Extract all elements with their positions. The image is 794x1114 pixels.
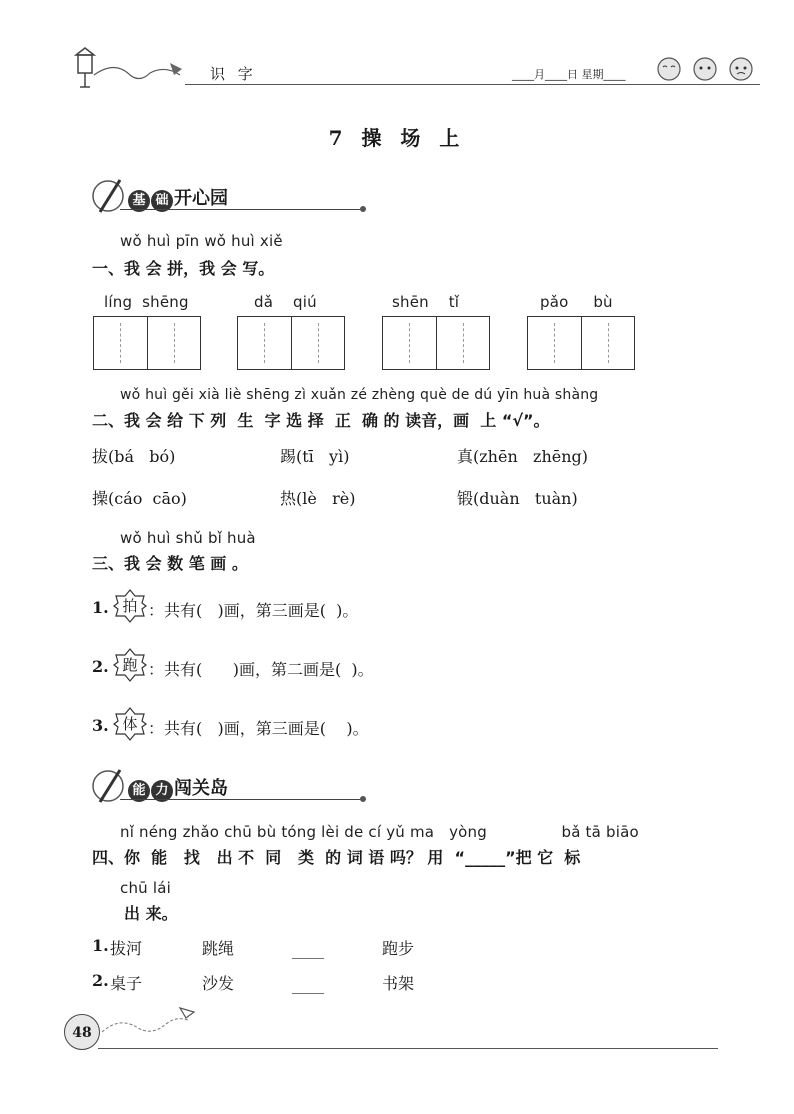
q3-instruction: 三、我 会 数 笔 画 。 (92, 554, 248, 573)
q4-row-number: 1. (92, 936, 109, 955)
character-badge (113, 648, 147, 682)
footer-rule (98, 1048, 718, 1049)
q4-word[interactable]: 跑步 (382, 939, 415, 958)
q3-item-text[interactable]: ：共有( )画，第二画是( )。 (148, 660, 374, 679)
brush-icon (90, 176, 130, 216)
banner-text: 开心园 (174, 188, 228, 209)
brush-icon (90, 766, 130, 806)
banner-badge: 基 (128, 190, 150, 212)
banner-rule (120, 209, 362, 210)
q4-word[interactable]: 桌子 (110, 974, 143, 993)
q3-char: 跑 (122, 656, 138, 674)
page-title: 7 操 场 上 (328, 126, 466, 150)
page-number-badge (64, 1014, 100, 1050)
q1-item-pinyin: pǎo bù (540, 293, 613, 311)
page-number: 48 (72, 1025, 92, 1041)
banner-badge: 能 (128, 780, 150, 802)
header-date: ____月____日 星期____ (512, 68, 626, 81)
q3-item-text[interactable]: ：共有( )画，第三画是( )。 (148, 719, 369, 738)
writing-grid[interactable] (237, 316, 345, 370)
q4-pinyin: nǐ néng zhǎo chū bù tóng lèi de cí yǔ ma yòng bǎ tā biāo (120, 823, 639, 841)
q3-item-number: 1. (92, 598, 109, 617)
q2-pinyin: wǒ huì gěi xià liè shēng zì xuǎn zé zhèng què de dú yīn huà shàng (120, 387, 599, 403)
q4-word[interactable]: 跳绳 (202, 939, 235, 958)
q1-pinyin: wǒ huì pīn wǒ huì xiě (120, 232, 283, 250)
character-badge (113, 707, 147, 741)
q3-char: 体 (122, 715, 138, 733)
q4-pinyin-2: chū lái (120, 879, 171, 897)
q2-option[interactable]: 拔(bá bó) (92, 447, 176, 466)
q4-word[interactable]: 沙发 (202, 974, 235, 993)
q2-option[interactable]: 踢(tī yì) (280, 447, 350, 466)
header-faces-icon (655, 56, 755, 88)
q1-instruction: 一、我 会 拼，我 会 写。 (92, 259, 275, 278)
q4-word[interactable]: 拔河 (110, 939, 143, 958)
q1-item-pinyin: dǎ qiú (254, 293, 317, 311)
q2-option[interactable]: 真(zhēn zhēng) (457, 447, 589, 466)
q3-item-number: 3. (92, 716, 109, 735)
q2-instruction: 二、我 会 给 下 列 生 字 选 择 正 确 的 读音，画 上 “√”。 (92, 411, 550, 430)
writing-grid[interactable] (527, 316, 635, 370)
q2-option[interactable]: 操(cáo cāo) (92, 489, 187, 508)
q1-item-pinyin: líng shēng (104, 293, 189, 311)
q2-option[interactable]: 热(lè rè) (280, 489, 356, 508)
q2-option[interactable]: 锻(duàn tuàn) (457, 489, 578, 508)
q4-row-number: 2. (92, 971, 109, 990)
header-lamp-icon (70, 45, 200, 94)
q3-item-number: 2. (92, 657, 109, 676)
q4-word[interactable]: 书架 (382, 974, 415, 993)
banner-basic (90, 176, 370, 216)
q4-answer-blank[interactable]: ____ (292, 975, 324, 994)
writing-grid[interactable] (93, 316, 201, 370)
character-badge (113, 589, 147, 623)
q1-item-pinyin: shēn tǐ (392, 293, 460, 311)
header-section: 识 字 (210, 65, 257, 83)
banner-text: 闯关岛 (174, 778, 228, 799)
q4-answer-blank[interactable]: ____ (292, 940, 324, 959)
q3-item-text[interactable]: ：共有( )画，第三画是( )。 (148, 601, 359, 620)
q4-instruction-2: 出 来。 (124, 904, 178, 923)
banner-badge: 力 (151, 780, 173, 802)
q3-pinyin: wǒ huì shǔ bǐ huà (120, 529, 256, 547)
banner-rule (120, 799, 362, 800)
footer-swirl-icon (100, 1002, 210, 1042)
writing-grid[interactable] (382, 316, 490, 370)
banner-badge: 础 (151, 190, 173, 212)
q4-instruction: 四、你 能 找 出 不 同 类 的 词 语 吗？ 用 “_____”把 它 标 (92, 848, 581, 867)
banner-ability (90, 766, 370, 806)
q3-char: 拍 (122, 597, 138, 615)
